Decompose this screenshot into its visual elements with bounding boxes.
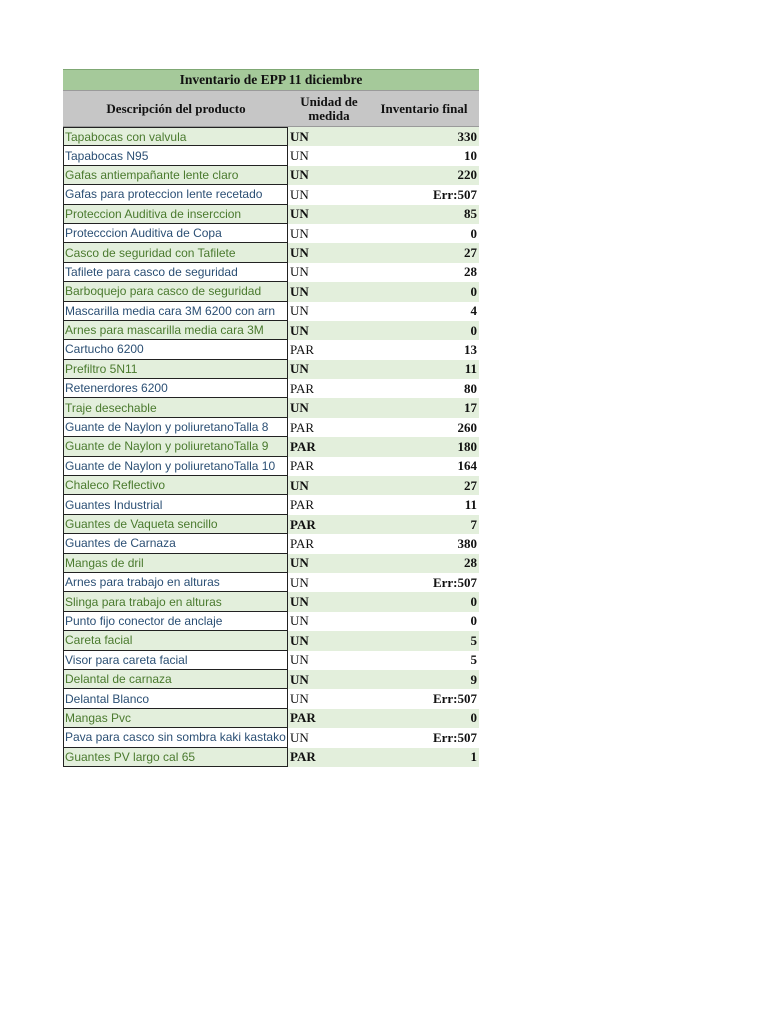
description-cell[interactable]: Visor para careta facial — [63, 651, 288, 670]
unit-cell[interactable]: PAR — [290, 438, 316, 454]
inventory-cell[interactable]: 27 — [464, 245, 477, 261]
unit-cell[interactable]: UN — [290, 555, 309, 571]
table-row — [63, 515, 479, 534]
unit-cell[interactable]: PAR — [290, 458, 315, 474]
table-row — [63, 709, 479, 728]
description-cell[interactable]: Cartucho 6200 — [63, 340, 288, 359]
table-row — [63, 554, 479, 573]
inventory-cell[interactable]: 0 — [470, 710, 477, 726]
description-cell[interactable]: Retenerdores 6200 — [63, 379, 288, 398]
inventory-cell[interactable]: 4 — [470, 303, 477, 319]
unit-cell[interactable]: PAR — [290, 419, 315, 435]
unit-cell[interactable]: UN — [290, 225, 309, 241]
table-row — [63, 263, 479, 282]
description-cell[interactable]: Careta facial — [63, 631, 288, 650]
inventory-cell[interactable]: 80 — [464, 380, 477, 396]
unit-cell[interactable]: UN — [290, 613, 309, 629]
unit-cell[interactable]: PAR — [290, 380, 315, 396]
unit-cell[interactable]: UN — [290, 632, 309, 648]
inventory-cell[interactable]: 0 — [470, 283, 477, 299]
header-inventory: Inventario final — [380, 100, 468, 116]
unit-cell[interactable]: UN — [290, 186, 309, 202]
table-row — [63, 437, 479, 456]
description-cell[interactable]: Guante de Naylon y poliuretanoTalla 8 — [63, 418, 288, 437]
table-row — [63, 166, 479, 185]
table-row — [63, 224, 479, 243]
inventory-cell[interactable]: 17 — [464, 400, 477, 416]
inventory-cell[interactable]: 0 — [470, 225, 477, 241]
inventory-cell[interactable]: 11 — [464, 361, 477, 377]
unit-cell[interactable]: UN — [290, 245, 309, 261]
inventory-cell[interactable]: 85 — [464, 206, 477, 222]
table-row — [63, 573, 479, 592]
table-row — [63, 146, 479, 165]
description-cell[interactable]: Guantes de Vaqueta sencillo — [63, 515, 288, 534]
table-row — [63, 631, 479, 650]
column-headers — [63, 90, 479, 127]
inventory-cell[interactable]: 7 — [470, 516, 477, 532]
description-cell[interactable]: Slinga para trabajo en alturas — [63, 592, 288, 611]
table-row — [63, 670, 479, 689]
description-cell[interactable]: Mangas Pvc — [63, 709, 288, 728]
table-row — [63, 592, 479, 611]
description-cell[interactable]: Punto fijo conector de anclaje — [63, 612, 288, 631]
description-cell[interactable]: Mascarilla media cara 3M 6200 con arn — [63, 302, 288, 321]
inventory-cell[interactable]: 28 — [464, 264, 477, 280]
table-row — [63, 495, 479, 514]
table-row — [63, 612, 479, 631]
description-cell[interactable]: Tapabocas N95 — [63, 146, 288, 165]
table-body — [63, 127, 479, 767]
inventory-cell[interactable]: 380 — [457, 535, 477, 551]
table-row — [63, 476, 479, 495]
description-cell[interactable]: Protecccion Auditiva de Copa — [63, 224, 288, 243]
description-cell[interactable]: Guantes de Carnaza — [63, 534, 288, 553]
inventory-cell[interactable]: 27 — [464, 477, 477, 493]
description-cell[interactable]: Tafilete para casco de seguridad — [63, 263, 288, 282]
description-cell[interactable]: Traje desechable — [63, 398, 288, 417]
description-cell[interactable]: Proteccion Auditiva de inserccion — [63, 205, 288, 224]
unit-cell[interactable]: UN — [290, 148, 309, 164]
unit-cell[interactable]: PAR — [290, 749, 316, 765]
table-row — [63, 302, 479, 321]
table-row — [63, 457, 479, 476]
table-row — [63, 321, 479, 340]
unit-cell[interactable]: UN — [290, 691, 309, 707]
table-row — [63, 243, 479, 262]
inventory-cell[interactable]: Err:507 — [432, 729, 477, 745]
unit-cell[interactable]: UN — [290, 574, 309, 590]
description-cell[interactable]: Guante de Naylon y poliuretanoTalla 10 — [63, 457, 288, 476]
description-cell[interactable]: Gafas para proteccion lente recetado — [63, 185, 288, 204]
description-cell[interactable]: Tapabocas con valvula — [63, 127, 288, 146]
description-cell[interactable]: Delantal Blanco — [63, 689, 288, 708]
inventory-cell[interactable]: 28 — [464, 555, 477, 571]
unit-cell[interactable]: UN — [290, 128, 309, 144]
unit-cell[interactable]: PAR — [290, 497, 315, 513]
inventory-cell[interactable]: 220 — [457, 167, 477, 183]
inventory-cell[interactable]: 180 — [457, 438, 477, 454]
unit-cell[interactable]: PAR — [290, 516, 316, 532]
unit-cell[interactable]: PAR — [290, 710, 316, 726]
unit-cell[interactable]: UN — [290, 400, 309, 416]
inventory-cell[interactable]: 10 — [464, 148, 477, 164]
inventory-cell[interactable]: Err:507 — [432, 574, 477, 590]
table-row — [63, 379, 479, 398]
unit-cell[interactable]: UN — [290, 303, 309, 319]
sheet-title: Inventario de EPP 11 diciembre — [63, 69, 479, 90]
inventory-cell[interactable]: 0 — [470, 322, 477, 338]
inventory-cell[interactable]: 5 — [470, 632, 477, 648]
inventory-cell[interactable]: 260 — [457, 419, 477, 435]
table-row — [63, 360, 479, 379]
table-row — [63, 534, 479, 553]
table-row — [63, 398, 479, 417]
inventory-sheet — [63, 69, 479, 767]
table-row — [63, 748, 479, 767]
description-cell[interactable]: Casco de seguridad con Tafilete — [63, 243, 288, 262]
inventory-cell[interactable]: 0 — [470, 613, 477, 629]
description-cell[interactable]: Arnes para mascarilla media cara 3M — [63, 321, 288, 340]
unit-cell[interactable]: UN — [290, 264, 309, 280]
description-cell[interactable]: Mangas de dril — [63, 554, 288, 573]
unit-cell[interactable]: UN — [290, 361, 309, 377]
unit-cell[interactable]: UN — [290, 671, 309, 687]
header-unit: Unidad de medida — [300, 93, 358, 123]
description-cell[interactable]: Guante de Naylon y poliuretanoTalla 9 — [63, 437, 288, 456]
inventory-cell[interactable]: 1 — [470, 749, 477, 765]
unit-cell[interactable]: UN — [290, 322, 309, 338]
inventory-cell[interactable]: 164 — [457, 458, 477, 474]
unit-cell[interactable]: UN — [290, 729, 309, 745]
description-cell[interactable]: Prefiltro 5N11 — [63, 360, 288, 379]
table-row — [63, 728, 479, 747]
inventory-cell[interactable]: Err:507 — [432, 691, 477, 707]
header-description: Descripción del producto — [106, 100, 246, 116]
description-cell[interactable]: Barboquejo para casco de seguridad — [63, 282, 288, 301]
unit-cell[interactable]: PAR — [290, 535, 315, 551]
table-row — [63, 651, 479, 670]
unit-cell[interactable]: UN — [290, 594, 309, 610]
description-cell[interactable]: Pava para casco sin sombra kaki kastako — [63, 728, 288, 747]
table-row — [63, 340, 479, 359]
unit-cell[interactable]: UN — [290, 652, 309, 668]
inventory-cell[interactable]: 5 — [470, 652, 477, 668]
description-cell[interactable]: Guantes PV largo cal 65 — [63, 748, 288, 767]
table-row — [63, 689, 479, 708]
unit-cell[interactable]: UN — [290, 167, 309, 183]
description-cell[interactable]: Arnes para trabajo en alturas — [63, 573, 288, 592]
table-row — [63, 127, 479, 146]
description-cell[interactable]: Gafas antiempañante lente claro — [63, 166, 288, 185]
table-row — [63, 205, 479, 224]
description-cell[interactable]: Guantes Industrial — [63, 495, 288, 514]
unit-cell[interactable]: UN — [290, 283, 309, 299]
unit-cell[interactable]: UN — [290, 206, 309, 222]
unit-cell[interactable]: PAR — [290, 341, 315, 357]
unit-cell[interactable]: UN — [290, 477, 309, 493]
description-cell[interactable]: Delantal de carnaza — [63, 670, 288, 689]
description-cell[interactable]: Chaleco Reflectivo — [63, 476, 288, 495]
inventory-cell[interactable]: 330 — [457, 128, 477, 144]
table-row — [63, 418, 479, 437]
inventory-cell[interactable]: 13 — [464, 341, 477, 357]
inventory-cell[interactable]: 0 — [470, 594, 477, 610]
table-row — [63, 185, 479, 204]
inventory-cell[interactable]: 9 — [470, 671, 477, 687]
inventory-cell[interactable]: 11 — [464, 497, 477, 513]
table-row — [63, 282, 479, 301]
inventory-cell[interactable]: Err:507 — [432, 186, 477, 202]
